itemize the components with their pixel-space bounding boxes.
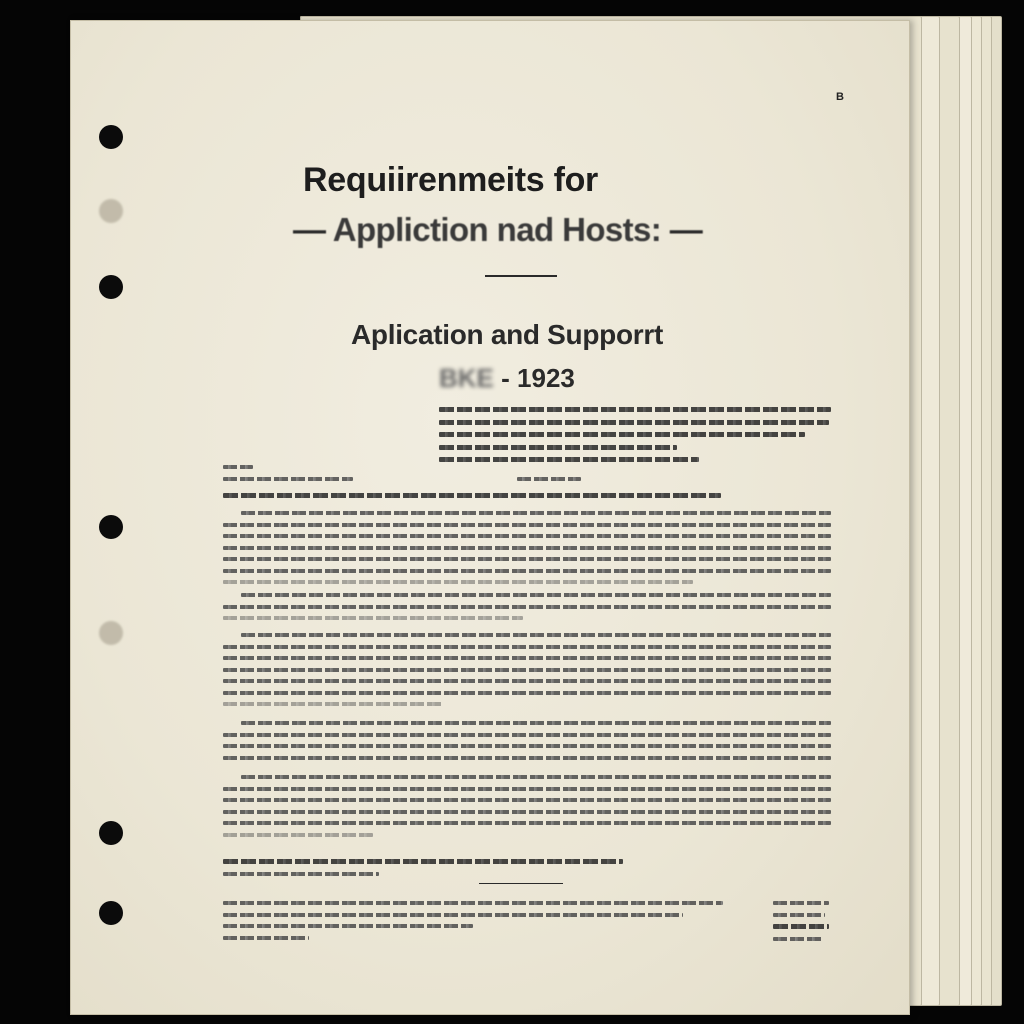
text-block-header-left xyxy=(223,465,423,488)
signature-block xyxy=(773,901,833,948)
subtitle-text: Appliction nad Hosts: xyxy=(332,211,662,248)
paragraph-1 xyxy=(223,511,831,592)
punch-hole xyxy=(99,515,123,539)
paragraph-5 xyxy=(223,775,831,844)
subtitle-dash-left: — xyxy=(293,211,326,248)
paragraph-3 xyxy=(223,633,831,714)
punch-hole xyxy=(99,821,123,845)
year-text: - 1923 xyxy=(501,363,575,393)
subtitle-dash-right: — xyxy=(669,211,703,248)
paragraph-4 xyxy=(223,721,831,767)
punch-hole-faint xyxy=(99,199,123,223)
page-marker: B xyxy=(836,91,843,103)
document-title: Requiirenmeits for xyxy=(303,161,598,199)
document-subtitle xyxy=(293,211,702,249)
text-closing-heading xyxy=(223,859,643,883)
paragraph-final xyxy=(223,901,743,947)
section-title: Aplication and Supporrt xyxy=(351,319,663,350)
text-block-header-right xyxy=(439,407,831,470)
punch-hole xyxy=(99,275,123,299)
punch-hole-faint xyxy=(99,621,123,645)
document-page xyxy=(70,20,910,1015)
divider-rule-bottom xyxy=(479,883,563,884)
punch-hole xyxy=(99,125,123,149)
paragraph-2 xyxy=(223,593,831,628)
year-line xyxy=(439,363,575,394)
text-fragment xyxy=(517,477,587,489)
divider-rule xyxy=(485,275,557,277)
year-blurred-prefix: BKE xyxy=(439,363,494,393)
text-heading-line xyxy=(223,493,723,506)
punch-hole xyxy=(99,901,123,925)
